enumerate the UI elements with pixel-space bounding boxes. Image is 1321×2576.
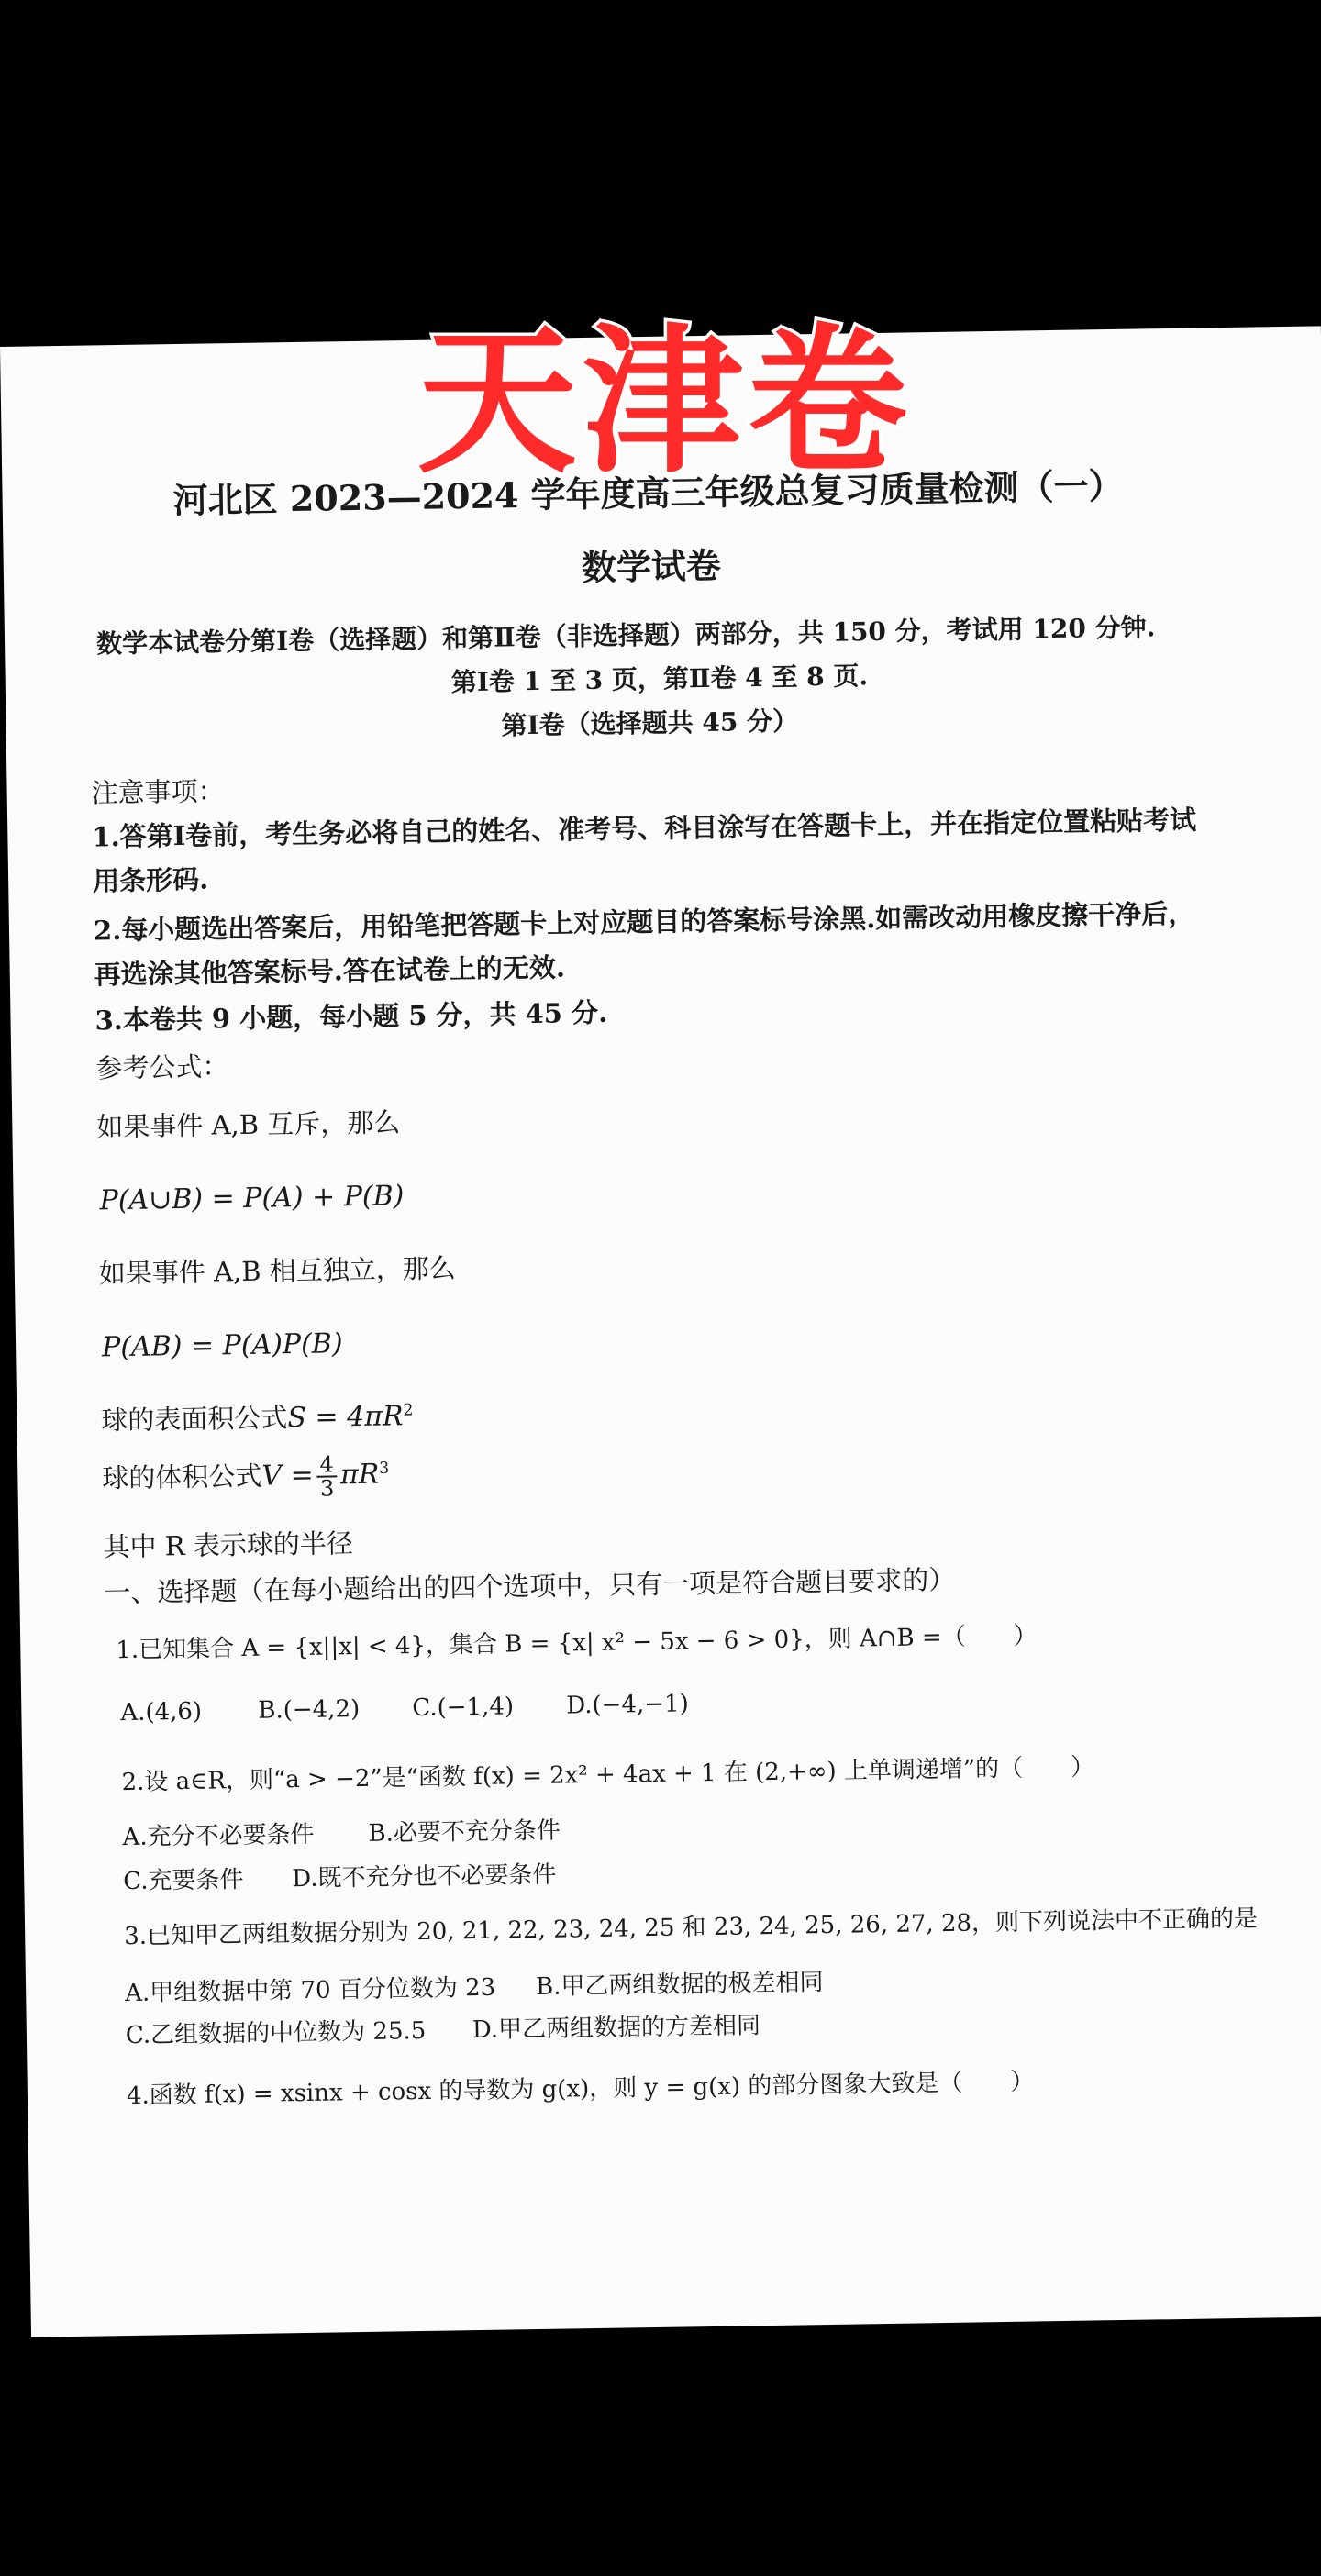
- intro-line-2: 第Ⅰ卷 1 至 3 页，第Ⅱ卷 4 至 8 页.: [450, 661, 869, 698]
- question-1: 1.已知集合 A = {x||x| < 4}，集合 B = {x| x² − 5x − 6 > 0}，则 A∩B =（ ）: [116, 1622, 1038, 1665]
- sphere-surface-exponent: 2: [403, 1401, 414, 1420]
- exclusive-events-formula: P(A∪B) = P(A) + P(B): [99, 1180, 405, 1217]
- sphere-volume-label: 球的体积公式: [102, 1460, 262, 1494]
- intro-line-1: 数学本试卷分第Ⅰ卷（选择题）和第Ⅱ卷（非选择题）两部分，共 150 分，考试用 120 分钟.: [95, 612, 1156, 660]
- question-1-option-a: A.(4,6): [120, 1697, 203, 1727]
- formulas-heading: 参考公式：: [95, 1050, 229, 1084]
- exam-paper: [0, 326, 1321, 2337]
- question-2-option-b: B.必要不充分条件: [368, 1816, 561, 1848]
- note-item-1-line-2: 用条形码.: [92, 863, 209, 897]
- question-1-option-d: D.(−4,−1): [566, 1690, 689, 1720]
- sphere-surface-expression: S = 4πR: [287, 1400, 404, 1435]
- question-3-option-d: D.甲乙两组数据的方差相同: [472, 2012, 761, 2045]
- note-item-2-line-1: 2.每小题选出答案后，用铅笔把答题卡上对应题目的答案标号涂黑.如需改动用橡皮擦干净后，: [93, 897, 1195, 947]
- question-3-option-b: B.甲乙两组数据的极差相同: [535, 1969, 824, 2002]
- note-item-1-line-1: 1.答第Ⅰ卷前，考生务必将自己的姓名、准考号、科目涂写在答题卡上，并在指定位置粘贴考试: [92, 804, 1197, 853]
- question-4: 4.函数 f(x) = xsinx + cosx 的导数为 g(x)，则 y = g(x) 的部分图象大致是（ ）: [126, 2068, 1035, 2111]
- question-2-option-a: A.充分不必要条件: [122, 1820, 315, 1852]
- independent-events-formula: P(AB) = P(A)P(B): [101, 1327, 343, 1364]
- question-1-option-b: B.(−4,2): [258, 1695, 361, 1725]
- fraction-numerator: 4: [316, 1453, 337, 1477]
- note-item-3: 3.本卷共 9 小题，每小题 5 分，共 45 分.: [94, 996, 608, 1037]
- independent-events-text: 如果事件 A,B 相互独立，那么: [98, 1252, 457, 1290]
- question-2-option-d: D.既不充分也不必要条件: [292, 1860, 557, 1893]
- notes-heading: 注意事项：: [91, 775, 225, 809]
- question-2-option-c: C.充要条件: [123, 1866, 244, 1896]
- sphere-surface-label: 球的表面积公式: [101, 1402, 288, 1437]
- exam-subtitle: 数学试卷: [581, 544, 722, 589]
- intro-line-3: 第Ⅰ卷（选择题共 45 分）: [501, 705, 799, 741]
- exam-title: 河北区 2023—2024 学年度高三年级总复习质量检测（一）: [172, 464, 1124, 522]
- fraction-denominator: 3: [319, 1475, 335, 1502]
- question-1-option-c: C.(−1,4): [412, 1693, 515, 1723]
- section-1-heading: 一、选择题（在每小题给出的四个选项中，只有一项是符合题目要求的）: [104, 1563, 956, 1609]
- sphere-volume-formula: [102, 1452, 390, 1503]
- province-stamp-label: 天津卷: [417, 309, 914, 495]
- question-3-option-c: C.乙组数据的中位数为 25.5: [125, 2016, 427, 2050]
- question-2: 2.设 a∈R，则“a > −2”是“函数 f(x) = 2x² + 4ax + 1 在 (2,+∞) 上单调递增”的（ ）: [121, 1753, 1095, 1797]
- question-3: 3.已知甲乙两组数据分别为 20, 21, 22, 23, 24, 25 和 23, 24, 25, 26, 27, 28，则下列说法中不正确的是: [124, 1904, 1259, 1951]
- sphere-volume-fraction: [316, 1451, 337, 1502]
- exclusive-events-text: 如果事件 A,B 互斥，那么: [96, 1106, 401, 1143]
- sphere-volume-rhs: πR: [339, 1458, 380, 1492]
- note-item-2-line-2: 再选涂其他答案标号.答在试卷上的无效.: [94, 951, 566, 991]
- sphere-volume-lhs: V =: [261, 1459, 315, 1493]
- sphere-surface-formula: [101, 1400, 414, 1437]
- radius-note: 其中 R 表示球的半径: [103, 1527, 354, 1563]
- sphere-volume-exponent: 3: [379, 1459, 390, 1479]
- question-3-option-a: A.甲组数据中第 70 百分位数为 23: [124, 1973, 496, 2008]
